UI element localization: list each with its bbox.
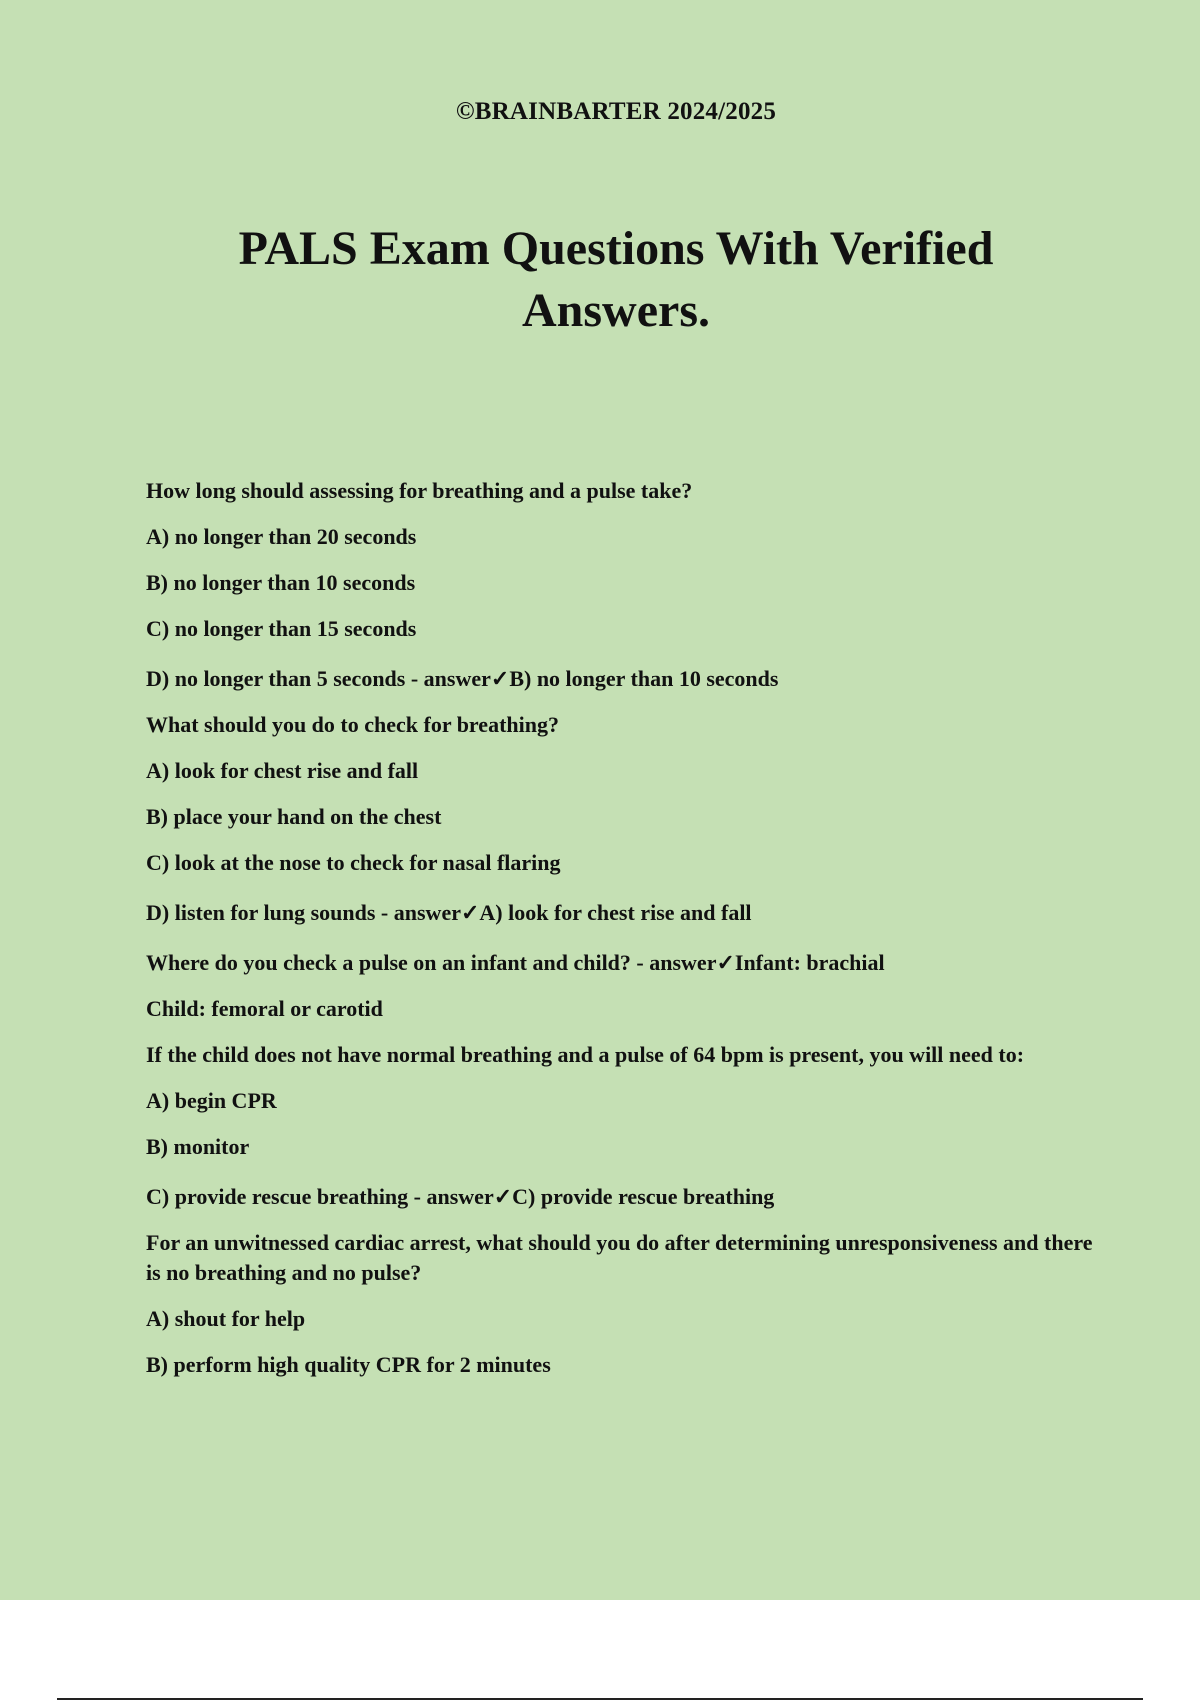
option-5a: A) shout for help xyxy=(146,1306,306,1331)
question-2: What should you do to check for breathing? xyxy=(146,712,559,737)
copyright-header: ©BRAINBARTER 2024/2025 xyxy=(455,98,777,125)
option-4a: A) begin CPR xyxy=(146,1088,277,1113)
question-3-answer: Where do you check a pulse on an infant and child? - answer✓Infant: brachial xyxy=(146,950,885,975)
option-4c-answer: C) provide rescue breathing - answer✓C) provide rescue breathing xyxy=(146,1184,775,1209)
option-5b: B) perform high quality CPR for 2 minutes xyxy=(146,1352,551,1377)
question-answer-list xyxy=(146,476,1096,1380)
option-2a: A) look for chest rise and fall xyxy=(146,758,419,783)
question-5: For an unwitnessed cardiac arrest, what should you do after determining unresponsiveness and there is no breathing and no pulse? xyxy=(146,1230,1093,1285)
option-2c: C) look at the nose to check for nasal flaring xyxy=(146,850,561,875)
option-2d-answer: D) listen for lung sounds - answer✓A) look for chest rise and fall xyxy=(146,900,752,925)
question-3-answer-continued: Child: femoral or carotid xyxy=(146,996,383,1021)
option-4b: B) monitor xyxy=(146,1134,250,1159)
question-1: How long should assessing for breathing and a pulse take? xyxy=(146,478,693,503)
option-1c: C) no longer than 15 seconds xyxy=(146,616,417,641)
document-title: PALS Exam Questions With Verified Answers. xyxy=(238,222,994,337)
option-1b: B) no longer than 10 seconds xyxy=(146,570,416,595)
option-2b: B) place your hand on the chest xyxy=(146,804,442,829)
option-1d-answer: D) no longer than 5 seconds - answer✓B) no longer than 10 seconds xyxy=(146,666,779,691)
question-4: If the child does not have normal breathing and a pulse of 64 bpm is present, you will need to: xyxy=(146,1042,1025,1067)
option-1a: A) no longer than 20 seconds xyxy=(146,524,417,549)
